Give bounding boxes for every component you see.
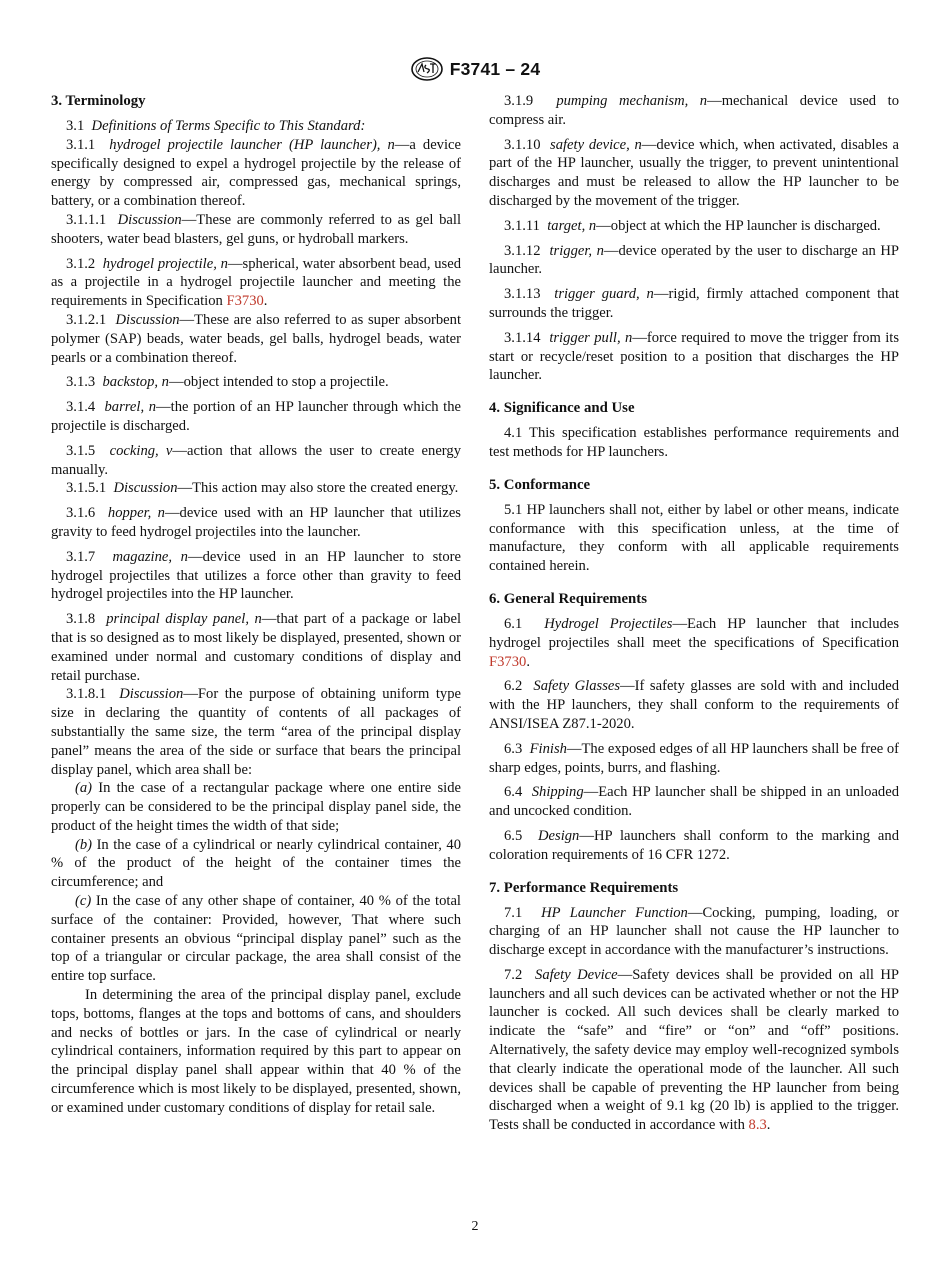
reference-link-f3730-2[interactable]: F3730 <box>489 653 527 670</box>
page-number: 2 <box>471 1219 479 1234</box>
left-column <box>51 92 461 1124</box>
standard-designation: F3741 – 24 <box>449 58 541 79</box>
definition-3-1-12: 3.1.12 trigger, n—device operated by the user to discharge an HP launcher. <box>489 242 899 278</box>
definition-3-1-10: 3.1.10 safety device, n—device which, when activated, disables a part of the HP launcher, usually the trigger, to prevent unintentional discharges and must be released to allow the HP launcher to be discharged by the movement of the trigger. <box>489 136 900 209</box>
definition-3-1-8: 3.1.8 principal display panel, n—that part of a package or label that is so designed as to most likely be displayed, presented, shown or examined under normal and customary conditions of display and retail purchase. <box>51 611 461 684</box>
paragraph-6-2: 6.2 Safety Glasses—If safety glasses are sold with and included with the HP launchers, they shall conform to the requirements of ANSI/ISEA Z87.1-2020. <box>489 678 899 732</box>
section-heading-conformance: 5. Conformance <box>489 476 591 493</box>
paragraph-6-1: 6.1 Hydrogel Projectiles—Each HP launcher that includes hydrogel projectiles shall meet the specifications of Specification F3730. <box>489 615 899 670</box>
list-item-a: (a) In the case of a rectangular package where one entire side properly can be considered to be the principal display panel side, the product of the height times the width of that side; <box>51 780 461 834</box>
right-column <box>489 92 899 1141</box>
reference-link-f3730[interactable]: F3730 <box>226 293 264 310</box>
section-heading-performance: 7. Performance Requirements <box>489 879 679 896</box>
section-heading-terminology: 3. Terminology <box>51 93 146 109</box>
astm-logo-icon <box>410 56 444 82</box>
paragraph-6-3: 6.3 Finish—The exposed edges of all HP launchers shall be free of sharp edges, points, burrs, and flashing. <box>489 740 900 776</box>
paragraph-6-5: 6.5 Design—HP launchers shall conform to the marking and coloration requirements of 16 CFR 1272. <box>489 827 899 863</box>
discussion-3-1-8-1: 3.1.8.1 Discussion—For the purpose of obtaining uniform type size in declaring the quantity of contents of all packages of substantially the same size, the term “area of the principal display panel” means the area of the side or surface that bears the principal display panel, which area shall be: <box>51 686 462 778</box>
section-heading-general-requirements: 6. General Requirements <box>489 590 647 607</box>
reference-link-8-3[interactable]: 8.3 <box>748 1117 767 1134</box>
discussion-3-1-2-1: 3.1.2.1 Discussion—These are also referred to as super absorbent polymer (SAP) beads, water beads, gel balls, hydrogel beads, water pearls or a combination thereof. <box>51 311 462 366</box>
paragraph-7-1: 7.1 HP Launcher Function—Cocking, pumping, loading, or charging of an HP launcher shall not cause the HP launcher to discharge except in accordance with the manufacturer’s instructions. <box>489 904 899 959</box>
definition-3-1-11: 3.1.11 target, n—object at which the HP launcher is discharged. <box>504 217 881 234</box>
paragraph-determining-area: In determining the area of the principal display panel, exclude tops, bottoms, flanges at the tops and bottoms of cans, and shoulders and necks of bottles or jars. In the case of cylindrical or nearly cylindrical containers, information required by this part to appear on the principal display panel shall appear within that 40 % of the circumference which is most likely to be displayed, presented, shown, or examined under customary conditions of display for retail sale. <box>51 987 461 1116</box>
paragraph-5-1: 5.1 HP launchers shall not, either by label or other means, indicate conformance with this specification unless, at the time of manufacture, they conform with all applicable requirements contained herein. <box>489 501 899 575</box>
paragraph-6-4: 6.4 Shipping—Each HP launcher shall be shipped in an unloaded and uncocked condition. <box>489 784 900 820</box>
definition-3-1-9: 3.1.9 pumping mechanism, n—mechanical device used to compress air. <box>489 93 899 128</box>
definition-3-1-14: 3.1.14 trigger pull, n—force required to move the trigger from its start or recycle/reset position to a position that discharges the HP launcher. <box>489 329 900 384</box>
paragraph-7-2: 7.2 Safety Device—Safety devices shall be provided on all HP launchers and all such devices can be activated whether or not the HP launcher is cocked. All such devices shall be clearly marked to indicate the “safe” and “fire” or “on” and “off” positions. Alternatively, the safety device may employ well-recognized symbols that clearly indicate the operational mode of the launcher. All such devices shall be capable of preventing the HP launcher from being discharged when a weight of 9.1 kg (20 lb) is applied to the trigger. Tests shall be conducted in accordance with 8.3. <box>489 966 900 1134</box>
definition-3-1-13: 3.1.13 trigger guard, n—rigid, firmly attached component that surrounds the trigger. <box>489 286 900 321</box>
definition-3-1-2: 3.1.2 hydrogel projectile, n—spherical, water absorbent bead, used as a projectile in a hydrogel projectile launcher and meeting the requirements in Specification F3730. <box>51 255 461 310</box>
discussion-3-1-1-1: 3.1.1.1 Discussion—These are commonly referred to as gel ball shooters, water bead blasters, gel guns, or hydroball markers. <box>51 211 462 247</box>
definition-3-1-6: 3.1.6 hopper, n—device used with an HP launcher that utilizes gravity to feed hydrogel projectiles into the launcher. <box>51 505 461 540</box>
list-item-b: (b) In the case of a cylindrical or nearly cylindrical container, 40 % of the product of the height of the container times the circumference; and <box>51 836 461 891</box>
list-item-c: (c) In the case of any other shape of container, 40 % of the total surface of the container: Provided, however, That where such container presents an obvious “principal display panel” such as the top of a triangular or circular package, the area shall consist of the entire top surface. <box>51 893 461 985</box>
paragraph-3-1: 3.1 Definitions of Terms Specific to This Standard: <box>66 118 366 134</box>
paragraph-4-1: 4.1 This specification establishes performance requirements and test methods for HP launchers. <box>489 425 899 460</box>
definition-3-1-4: 3.1.4 barrel, n—the portion of an HP launcher through which the projectile is discharged. <box>51 399 461 434</box>
page-header <box>0 56 950 82</box>
definition-3-1-1: 3.1.1 hydrogel projectile launcher (HP launcher), n—a device specifically designed to expel a hydrogel projectile by the release of energy by compressed air, compressed gas, mechanical springs, battery, or a combination thereof. <box>51 136 461 210</box>
definition-3-1-3: 3.1.3 backstop, n—object intended to stop a projectile. <box>66 374 389 391</box>
definition-3-1-5: 3.1.5 cocking, v—action that allows the user to create energy manually. <box>51 442 461 478</box>
discussion-3-1-5-1: 3.1.5.1 Discussion—This action may also store the created energy. <box>66 480 459 497</box>
section-heading-significance: 4. Significance and Use <box>489 400 635 417</box>
definition-3-1-7: 3.1.7 magazine, n—device used in an HP launcher to store hydrogel projectiles that utilizes a force other than gravity to feed hydrogel projectiles into the HP launcher. <box>51 548 461 603</box>
